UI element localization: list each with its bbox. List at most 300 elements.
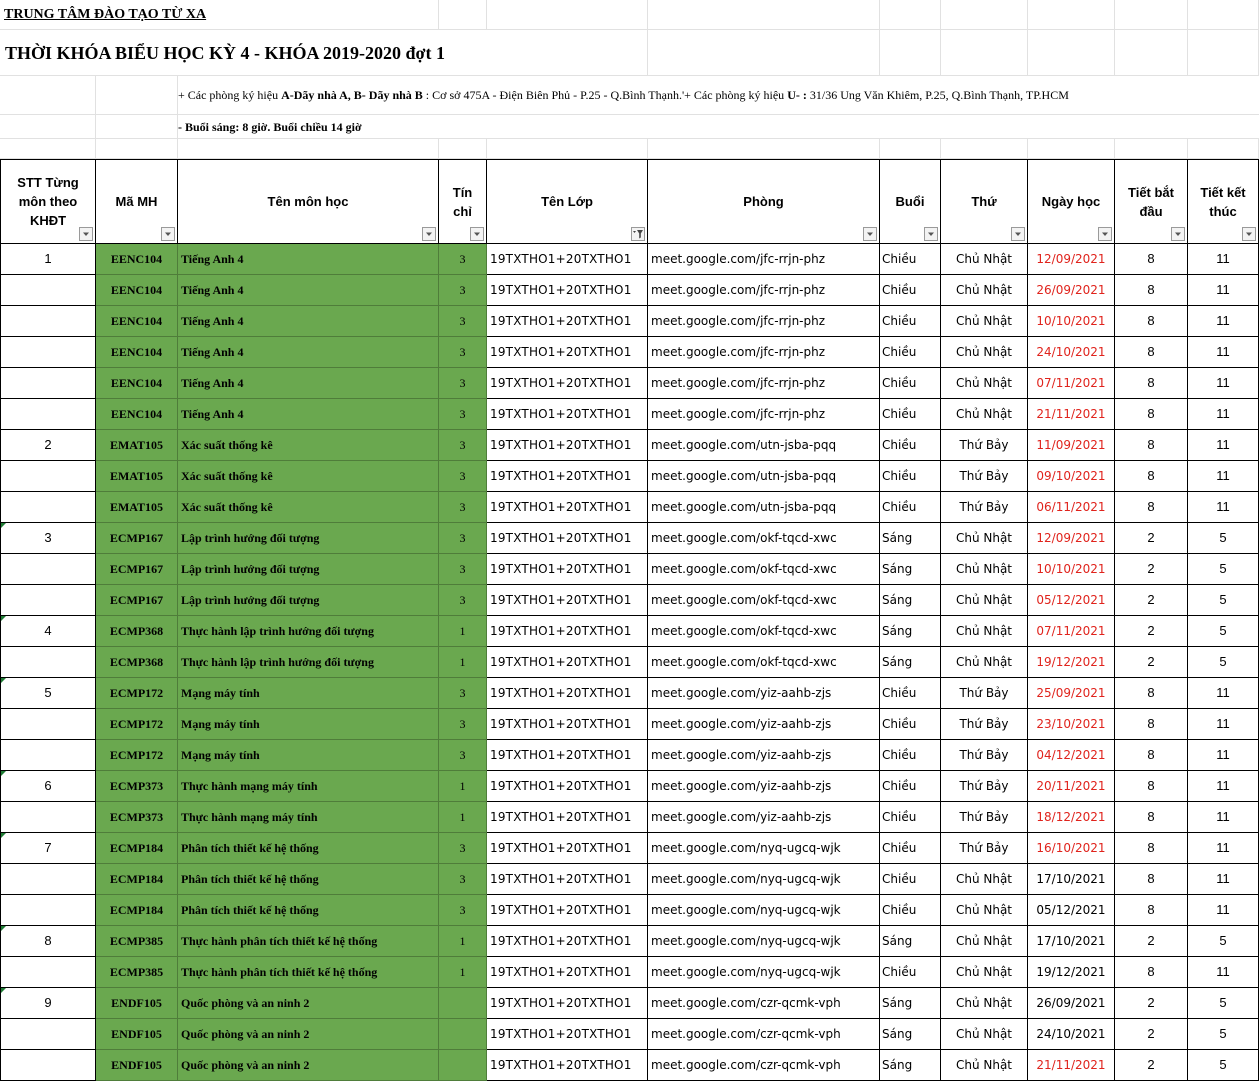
course-name-cell[interactable]: Tiếng Anh 4 (178, 368, 439, 399)
class-cell[interactable]: 19TXTHO1+20TXTHO1 (487, 585, 648, 616)
stt-cell[interactable] (0, 368, 96, 399)
date-cell[interactable]: 26/09/2021 (1028, 988, 1115, 1019)
weekday-cell[interactable]: Chủ Nhật (941, 244, 1028, 275)
room-cell[interactable]: meet.google.com/yiz-aahb-zjs (648, 709, 880, 740)
stt-cell[interactable] (0, 306, 96, 337)
weekday-cell[interactable]: Chủ Nhật (941, 554, 1028, 585)
course-name-cell[interactable]: Mạng máy tính (178, 678, 439, 709)
course-code-cell[interactable]: ECMP385 (96, 957, 178, 988)
room-cell[interactable]: meet.google.com/jfc-rrjn-phz (648, 244, 880, 275)
class-cell[interactable]: 19TXTHO1+20TXTHO1 (487, 337, 648, 368)
course-code-cell[interactable]: ENDF105 (96, 1050, 178, 1081)
date-cell[interactable]: 21/11/2021 (1028, 1050, 1115, 1081)
end-period-cell[interactable]: 5 (1188, 523, 1259, 554)
class-cell[interactable]: 19TXTHO1+20TXTHO1 (487, 306, 648, 337)
session-cell[interactable]: Chiều (880, 275, 941, 306)
stt-cell[interactable]: 2 (0, 430, 96, 461)
course-code-cell[interactable]: ECMP373 (96, 802, 178, 833)
course-name-cell[interactable]: Xác suất thống kê (178, 461, 439, 492)
course-code-cell[interactable]: ECMP172 (96, 678, 178, 709)
course-name-cell[interactable]: Lập trình hướng đối tượng (178, 523, 439, 554)
stt-cell[interactable]: 7 (0, 833, 96, 864)
room-cell[interactable]: meet.google.com/yiz-aahb-zjs (648, 740, 880, 771)
course-code-cell[interactable]: EENC104 (96, 399, 178, 430)
session-cell[interactable]: Sáng (880, 554, 941, 585)
dropdown-arrow-icon[interactable] (863, 227, 877, 241)
course-name-cell[interactable]: Thực hành lập trình hướng đối tượng (178, 616, 439, 647)
end-period-cell[interactable]: 11 (1188, 368, 1259, 399)
stt-cell[interactable] (0, 492, 96, 523)
end-period-cell[interactable]: 11 (1188, 895, 1259, 926)
credits-cell[interactable]: 3 (439, 678, 487, 709)
credits-cell[interactable]: 1 (439, 771, 487, 802)
date-cell[interactable]: 06/11/2021 (1028, 492, 1115, 523)
start-period-cell[interactable]: 8 (1115, 368, 1188, 399)
class-cell[interactable]: 19TXTHO1+20TXTHO1 (487, 833, 648, 864)
class-cell[interactable]: 19TXTHO1+20TXTHO1 (487, 864, 648, 895)
class-cell[interactable]: 19TXTHO1+20TXTHO1 (487, 740, 648, 771)
dropdown-arrow-icon[interactable] (1242, 227, 1256, 241)
end-period-cell[interactable]: 11 (1188, 740, 1259, 771)
credits-cell[interactable]: 3 (439, 306, 487, 337)
course-name-cell[interactable]: Quốc phòng và an ninh 2 (178, 1050, 439, 1081)
stt-cell[interactable] (0, 1019, 96, 1050)
weekday-cell[interactable]: Chủ Nhật (941, 399, 1028, 430)
end-period-cell[interactable]: 11 (1188, 957, 1259, 988)
class-cell[interactable]: 19TXTHO1+20TXTHO1 (487, 554, 648, 585)
class-cell[interactable]: 19TXTHO1+20TXTHO1 (487, 957, 648, 988)
weekday-cell[interactable]: Chủ Nhật (941, 523, 1028, 554)
credits-cell[interactable]: 3 (439, 461, 487, 492)
room-cell[interactable]: meet.google.com/yiz-aahb-zjs (648, 771, 880, 802)
end-period-cell[interactable]: 11 (1188, 399, 1259, 430)
course-name-cell[interactable]: Thực hành phân tích thiết kế hệ thống (178, 957, 439, 988)
weekday-cell[interactable]: Thứ Bảy (941, 802, 1028, 833)
date-cell[interactable]: 20/11/2021 (1028, 771, 1115, 802)
weekday-cell[interactable]: Chủ Nhật (941, 1050, 1028, 1081)
dropdown-arrow-icon[interactable] (79, 227, 93, 241)
date-cell[interactable]: 10/10/2021 (1028, 554, 1115, 585)
dropdown-arrow-icon[interactable] (1011, 227, 1025, 241)
end-period-cell[interactable]: 11 (1188, 461, 1259, 492)
class-cell[interactable]: 19TXTHO1+20TXTHO1 (487, 678, 648, 709)
stt-cell[interactable] (0, 647, 96, 678)
start-period-cell[interactable]: 8 (1115, 275, 1188, 306)
room-cell[interactable]: meet.google.com/utn-jsba-pqq (648, 492, 880, 523)
course-code-cell[interactable]: EENC104 (96, 368, 178, 399)
course-code-cell[interactable]: ECMP172 (96, 709, 178, 740)
end-period-cell[interactable]: 11 (1188, 492, 1259, 523)
start-period-cell[interactable]: 8 (1115, 802, 1188, 833)
credits-cell[interactable]: 3 (439, 337, 487, 368)
course-name-cell[interactable]: Tiếng Anh 4 (178, 275, 439, 306)
room-cell[interactable]: meet.google.com/jfc-rrjn-phz (648, 399, 880, 430)
room-cell[interactable]: meet.google.com/utn-jsba-pqq (648, 461, 880, 492)
room-cell[interactable]: meet.google.com/nyq-ugcq-wjk (648, 833, 880, 864)
course-code-cell[interactable]: ECMP184 (96, 895, 178, 926)
credits-cell[interactable] (439, 1019, 487, 1050)
room-cell[interactable]: meet.google.com/nyq-ugcq-wjk (648, 926, 880, 957)
stt-cell[interactable] (0, 895, 96, 926)
date-cell[interactable]: 16/10/2021 (1028, 833, 1115, 864)
end-period-cell[interactable]: 11 (1188, 833, 1259, 864)
class-cell[interactable]: 19TXTHO1+20TXTHO1 (487, 802, 648, 833)
class-cell[interactable]: 19TXTHO1+20TXTHO1 (487, 275, 648, 306)
course-name-cell[interactable]: Tiếng Anh 4 (178, 306, 439, 337)
start-period-cell[interactable]: 2 (1115, 523, 1188, 554)
course-code-cell[interactable]: EENC104 (96, 275, 178, 306)
stt-cell[interactable] (0, 802, 96, 833)
start-period-cell[interactable]: 2 (1115, 585, 1188, 616)
stt-cell[interactable] (0, 864, 96, 895)
end-period-cell[interactable]: 11 (1188, 430, 1259, 461)
end-period-cell[interactable]: 11 (1188, 244, 1259, 275)
weekday-cell[interactable]: Chủ Nhật (941, 275, 1028, 306)
class-cell[interactable]: 19TXTHO1+20TXTHO1 (487, 1050, 648, 1081)
room-cell[interactable]: meet.google.com/jfc-rrjn-phz (648, 368, 880, 399)
room-cell[interactable]: meet.google.com/okf-tqcd-xwc (648, 616, 880, 647)
weekday-cell[interactable]: Chủ Nhật (941, 957, 1028, 988)
weekday-cell[interactable]: Chủ Nhật (941, 368, 1028, 399)
end-period-cell[interactable]: 5 (1188, 926, 1259, 957)
credits-cell[interactable]: 3 (439, 740, 487, 771)
course-code-cell[interactable]: EMAT105 (96, 461, 178, 492)
course-name-cell[interactable]: Mạng máy tính (178, 740, 439, 771)
date-cell[interactable]: 07/11/2021 (1028, 368, 1115, 399)
date-cell[interactable]: 12/09/2021 (1028, 244, 1115, 275)
weekday-cell[interactable]: Thứ Bảy (941, 678, 1028, 709)
start-period-cell[interactable]: 8 (1115, 306, 1188, 337)
date-cell[interactable]: 09/10/2021 (1028, 461, 1115, 492)
course-name-cell[interactable]: Thực hành phân tích thiết kế hệ thống (178, 926, 439, 957)
end-period-cell[interactable]: 5 (1188, 988, 1259, 1019)
credits-cell[interactable]: 3 (439, 833, 487, 864)
course-name-cell[interactable]: Xác suất thống kê (178, 492, 439, 523)
course-code-cell[interactable]: EMAT105 (96, 430, 178, 461)
end-period-cell[interactable]: 11 (1188, 306, 1259, 337)
session-cell[interactable]: Chiều (880, 678, 941, 709)
course-name-cell[interactable]: Tiếng Anh 4 (178, 337, 439, 368)
stt-cell[interactable]: 4 (0, 616, 96, 647)
session-cell[interactable]: Sáng (880, 926, 941, 957)
session-cell[interactable]: Chiều (880, 492, 941, 523)
credits-cell[interactable]: 1 (439, 926, 487, 957)
stt-cell[interactable] (0, 554, 96, 585)
class-cell[interactable]: 19TXTHO1+20TXTHO1 (487, 988, 648, 1019)
date-cell[interactable]: 07/11/2021 (1028, 616, 1115, 647)
session-cell[interactable]: Sáng (880, 1050, 941, 1081)
stt-cell[interactable] (0, 740, 96, 771)
credits-cell[interactable]: 3 (439, 523, 487, 554)
stt-cell[interactable] (0, 957, 96, 988)
weekday-cell[interactable]: Thứ Bảy (941, 740, 1028, 771)
stt-cell[interactable] (0, 275, 96, 306)
session-cell[interactable]: Chiều (880, 802, 941, 833)
credits-cell[interactable] (439, 1050, 487, 1081)
start-period-cell[interactable]: 2 (1115, 926, 1188, 957)
weekday-cell[interactable]: Thứ Bảy (941, 492, 1028, 523)
course-code-cell[interactable]: ECMP172 (96, 740, 178, 771)
weekday-cell[interactable]: Chủ Nhật (941, 895, 1028, 926)
date-cell[interactable]: 23/10/2021 (1028, 709, 1115, 740)
end-period-cell[interactable]: 11 (1188, 802, 1259, 833)
credits-cell[interactable]: 3 (439, 368, 487, 399)
end-period-cell[interactable]: 11 (1188, 678, 1259, 709)
date-cell[interactable]: 19/12/2021 (1028, 957, 1115, 988)
weekday-cell[interactable]: Thứ Bảy (941, 461, 1028, 492)
stt-cell[interactable]: 6 (0, 771, 96, 802)
date-cell[interactable]: 05/12/2021 (1028, 585, 1115, 616)
room-cell[interactable]: meet.google.com/okf-tqcd-xwc (648, 585, 880, 616)
session-cell[interactable]: Chiều (880, 895, 941, 926)
session-cell[interactable]: Chiều (880, 306, 941, 337)
course-code-cell[interactable]: ECMP167 (96, 554, 178, 585)
dropdown-arrow-icon[interactable] (1171, 227, 1185, 241)
room-cell[interactable]: meet.google.com/jfc-rrjn-phz (648, 275, 880, 306)
room-cell[interactable]: meet.google.com/yiz-aahb-zjs (648, 678, 880, 709)
course-code-cell[interactable]: ECMP368 (96, 647, 178, 678)
session-cell[interactable]: Sáng (880, 988, 941, 1019)
credits-cell[interactable]: 1 (439, 802, 487, 833)
course-name-cell[interactable]: Thực hành mạng máy tính (178, 771, 439, 802)
session-cell[interactable]: Sáng (880, 523, 941, 554)
class-cell[interactable]: 19TXTHO1+20TXTHO1 (487, 771, 648, 802)
course-code-cell[interactable]: ECMP373 (96, 771, 178, 802)
start-period-cell[interactable]: 8 (1115, 678, 1188, 709)
credits-cell[interactable]: 3 (439, 244, 487, 275)
course-name-cell[interactable]: Quốc phòng và an ninh 2 (178, 1019, 439, 1050)
dropdown-arrow-icon[interactable] (161, 227, 175, 241)
start-period-cell[interactable]: 8 (1115, 492, 1188, 523)
session-cell[interactable]: Chiều (880, 337, 941, 368)
date-cell[interactable]: 04/12/2021 (1028, 740, 1115, 771)
credits-cell[interactable]: 3 (439, 895, 487, 926)
class-cell[interactable]: 19TXTHO1+20TXTHO1 (487, 647, 648, 678)
weekday-cell[interactable]: Thứ Bảy (941, 833, 1028, 864)
stt-cell[interactable] (0, 337, 96, 368)
stt-cell[interactable] (0, 1050, 96, 1081)
date-cell[interactable]: 24/10/2021 (1028, 1019, 1115, 1050)
credits-cell[interactable]: 3 (439, 492, 487, 523)
weekday-cell[interactable]: Thứ Bảy (941, 771, 1028, 802)
course-code-cell[interactable]: ECMP385 (96, 926, 178, 957)
room-cell[interactable]: meet.google.com/okf-tqcd-xwc (648, 554, 880, 585)
end-period-cell[interactable]: 5 (1188, 647, 1259, 678)
course-name-cell[interactable]: Lập trình hướng đối tượng (178, 554, 439, 585)
date-cell[interactable]: 19/12/2021 (1028, 647, 1115, 678)
end-period-cell[interactable]: 11 (1188, 709, 1259, 740)
end-period-cell[interactable]: 11 (1188, 864, 1259, 895)
room-cell[interactable]: meet.google.com/jfc-rrjn-phz (648, 306, 880, 337)
course-name-cell[interactable]: Tiếng Anh 4 (178, 399, 439, 430)
credits-cell[interactable]: 3 (439, 864, 487, 895)
course-code-cell[interactable]: ENDF105 (96, 1019, 178, 1050)
session-cell[interactable]: Sáng (880, 647, 941, 678)
start-period-cell[interactable]: 2 (1115, 616, 1188, 647)
class-cell[interactable]: 19TXTHO1+20TXTHO1 (487, 616, 648, 647)
start-period-cell[interactable]: 8 (1115, 771, 1188, 802)
class-cell[interactable]: 19TXTHO1+20TXTHO1 (487, 926, 648, 957)
class-cell[interactable]: 19TXTHO1+20TXTHO1 (487, 461, 648, 492)
stt-cell[interactable]: 8 (0, 926, 96, 957)
session-cell[interactable]: Chiều (880, 709, 941, 740)
class-cell[interactable]: 19TXTHO1+20TXTHO1 (487, 895, 648, 926)
dropdown-arrow-icon[interactable] (924, 227, 938, 241)
start-period-cell[interactable]: 2 (1115, 554, 1188, 585)
dropdown-arrow-icon[interactable] (1098, 227, 1112, 241)
course-name-cell[interactable]: Tiếng Anh 4 (178, 244, 439, 275)
date-cell[interactable]: 11/09/2021 (1028, 430, 1115, 461)
start-period-cell[interactable]: 8 (1115, 895, 1188, 926)
end-period-cell[interactable]: 5 (1188, 1050, 1259, 1081)
start-period-cell[interactable]: 2 (1115, 1019, 1188, 1050)
course-name-cell[interactable]: Lập trình hướng đối tượng (178, 585, 439, 616)
room-cell[interactable]: meet.google.com/jfc-rrjn-phz (648, 337, 880, 368)
end-period-cell[interactable]: 11 (1188, 337, 1259, 368)
start-period-cell[interactable]: 8 (1115, 399, 1188, 430)
start-period-cell[interactable]: 8 (1115, 957, 1188, 988)
session-cell[interactable]: Sáng (880, 585, 941, 616)
end-period-cell[interactable]: 5 (1188, 616, 1259, 647)
course-name-cell[interactable]: Phân tích thiết kế hệ thống (178, 895, 439, 926)
weekday-cell[interactable]: Chủ Nhật (941, 926, 1028, 957)
stt-cell[interactable] (0, 709, 96, 740)
session-cell[interactable]: Chiều (880, 368, 941, 399)
session-cell[interactable]: Sáng (880, 616, 941, 647)
dropdown-arrow-icon[interactable] (470, 227, 484, 241)
filter-active-icon[interactable] (631, 227, 645, 241)
room-cell[interactable]: meet.google.com/czr-qcmk-vph (648, 988, 880, 1019)
session-cell[interactable]: Chiều (880, 430, 941, 461)
course-code-cell[interactable]: ECMP368 (96, 616, 178, 647)
start-period-cell[interactable]: 8 (1115, 833, 1188, 864)
weekday-cell[interactable]: Chủ Nhật (941, 988, 1028, 1019)
end-period-cell[interactable]: 5 (1188, 1019, 1259, 1050)
course-code-cell[interactable]: ECMP184 (96, 864, 178, 895)
course-code-cell[interactable]: ECMP184 (96, 833, 178, 864)
date-cell[interactable]: 24/10/2021 (1028, 337, 1115, 368)
weekday-cell[interactable]: Thứ Bảy (941, 430, 1028, 461)
start-period-cell[interactable]: 8 (1115, 864, 1188, 895)
end-period-cell[interactable]: 11 (1188, 771, 1259, 802)
session-cell[interactable]: Chiều (880, 864, 941, 895)
stt-cell[interactable]: 5 (0, 678, 96, 709)
course-name-cell[interactable]: Phân tích thiết kế hệ thống (178, 864, 439, 895)
stt-cell[interactable] (0, 585, 96, 616)
room-cell[interactable]: meet.google.com/yiz-aahb-zjs (648, 802, 880, 833)
stt-cell[interactable] (0, 399, 96, 430)
credits-cell[interactable] (439, 988, 487, 1019)
credits-cell[interactable]: 3 (439, 399, 487, 430)
weekday-cell[interactable]: Chủ Nhật (941, 864, 1028, 895)
session-cell[interactable]: Chiều (880, 833, 941, 864)
credits-cell[interactable]: 3 (439, 554, 487, 585)
session-cell[interactable]: Chiều (880, 244, 941, 275)
session-cell[interactable]: Chiều (880, 771, 941, 802)
stt-cell[interactable]: 9 (0, 988, 96, 1019)
session-cell[interactable]: Sáng (880, 1019, 941, 1050)
end-period-cell[interactable]: 5 (1188, 585, 1259, 616)
date-cell[interactable]: 26/09/2021 (1028, 275, 1115, 306)
start-period-cell[interactable]: 2 (1115, 1050, 1188, 1081)
date-cell[interactable]: 25/09/2021 (1028, 678, 1115, 709)
course-code-cell[interactable]: ENDF105 (96, 988, 178, 1019)
room-cell[interactable]: meet.google.com/utn-jsba-pqq (648, 430, 880, 461)
room-cell[interactable]: meet.google.com/nyq-ugcq-wjk (648, 957, 880, 988)
start-period-cell[interactable]: 8 (1115, 740, 1188, 771)
date-cell[interactable]: 17/10/2021 (1028, 926, 1115, 957)
course-name-cell[interactable]: Quốc phòng và an ninh 2 (178, 988, 439, 1019)
class-cell[interactable]: 19TXTHO1+20TXTHO1 (487, 430, 648, 461)
end-period-cell[interactable]: 11 (1188, 275, 1259, 306)
date-cell[interactable]: 18/12/2021 (1028, 802, 1115, 833)
date-cell[interactable]: 05/12/2021 (1028, 895, 1115, 926)
stt-cell[interactable]: 3 (0, 523, 96, 554)
course-code-cell[interactable]: EENC104 (96, 244, 178, 275)
date-cell[interactable]: 10/10/2021 (1028, 306, 1115, 337)
course-code-cell[interactable]: ECMP167 (96, 523, 178, 554)
session-cell[interactable]: Chiều (880, 957, 941, 988)
dropdown-arrow-icon[interactable] (422, 227, 436, 241)
course-code-cell[interactable]: ECMP167 (96, 585, 178, 616)
room-cell[interactable]: meet.google.com/czr-qcmk-vph (648, 1019, 880, 1050)
session-cell[interactable]: Chiều (880, 461, 941, 492)
weekday-cell[interactable]: Thứ Bảy (941, 709, 1028, 740)
room-cell[interactable]: meet.google.com/okf-tqcd-xwc (648, 523, 880, 554)
course-name-cell[interactable]: Thực hành lập trình hướng đối tượng (178, 647, 439, 678)
stt-cell[interactable]: 1 (0, 244, 96, 275)
end-period-cell[interactable]: 5 (1188, 554, 1259, 585)
course-name-cell[interactable]: Phân tích thiết kế hệ thống (178, 833, 439, 864)
course-code-cell[interactable]: EENC104 (96, 337, 178, 368)
course-name-cell[interactable]: Mạng máy tính (178, 709, 439, 740)
class-cell[interactable]: 19TXTHO1+20TXTHO1 (487, 709, 648, 740)
credits-cell[interactable]: 1 (439, 957, 487, 988)
class-cell[interactable]: 19TXTHO1+20TXTHO1 (487, 244, 648, 275)
start-period-cell[interactable]: 8 (1115, 709, 1188, 740)
start-period-cell[interactable]: 2 (1115, 647, 1188, 678)
class-cell[interactable]: 19TXTHO1+20TXTHO1 (487, 492, 648, 523)
session-cell[interactable]: Chiều (880, 740, 941, 771)
course-code-cell[interactable]: EENC104 (96, 306, 178, 337)
credits-cell[interactable]: 3 (439, 275, 487, 306)
room-cell[interactable]: meet.google.com/nyq-ugcq-wjk (648, 864, 880, 895)
credits-cell[interactable]: 3 (439, 709, 487, 740)
class-cell[interactable]: 19TXTHO1+20TXTHO1 (487, 523, 648, 554)
session-cell[interactable]: Chiều (880, 399, 941, 430)
course-name-cell[interactable]: Xác suất thống kê (178, 430, 439, 461)
course-code-cell[interactable]: EMAT105 (96, 492, 178, 523)
class-cell[interactable]: 19TXTHO1+20TXTHO1 (487, 1019, 648, 1050)
class-cell[interactable]: 19TXTHO1+20TXTHO1 (487, 368, 648, 399)
date-cell[interactable]: 21/11/2021 (1028, 399, 1115, 430)
room-cell[interactable]: meet.google.com/okf-tqcd-xwc (648, 647, 880, 678)
weekday-cell[interactable]: Chủ Nhật (941, 337, 1028, 368)
weekday-cell[interactable]: Chủ Nhật (941, 1019, 1028, 1050)
date-cell[interactable]: 17/10/2021 (1028, 864, 1115, 895)
credits-cell[interactable]: 3 (439, 430, 487, 461)
start-period-cell[interactable]: 8 (1115, 337, 1188, 368)
stt-cell[interactable] (0, 461, 96, 492)
start-period-cell[interactable]: 2 (1115, 988, 1188, 1019)
start-period-cell[interactable]: 8 (1115, 430, 1188, 461)
weekday-cell[interactable]: Chủ Nhật (941, 647, 1028, 678)
weekday-cell[interactable]: Chủ Nhật (941, 585, 1028, 616)
credits-cell[interactable]: 1 (439, 616, 487, 647)
credits-cell[interactable]: 1 (439, 647, 487, 678)
class-cell[interactable]: 19TXTHO1+20TXTHO1 (487, 399, 648, 430)
weekday-cell[interactable]: Chủ Nhật (941, 616, 1028, 647)
